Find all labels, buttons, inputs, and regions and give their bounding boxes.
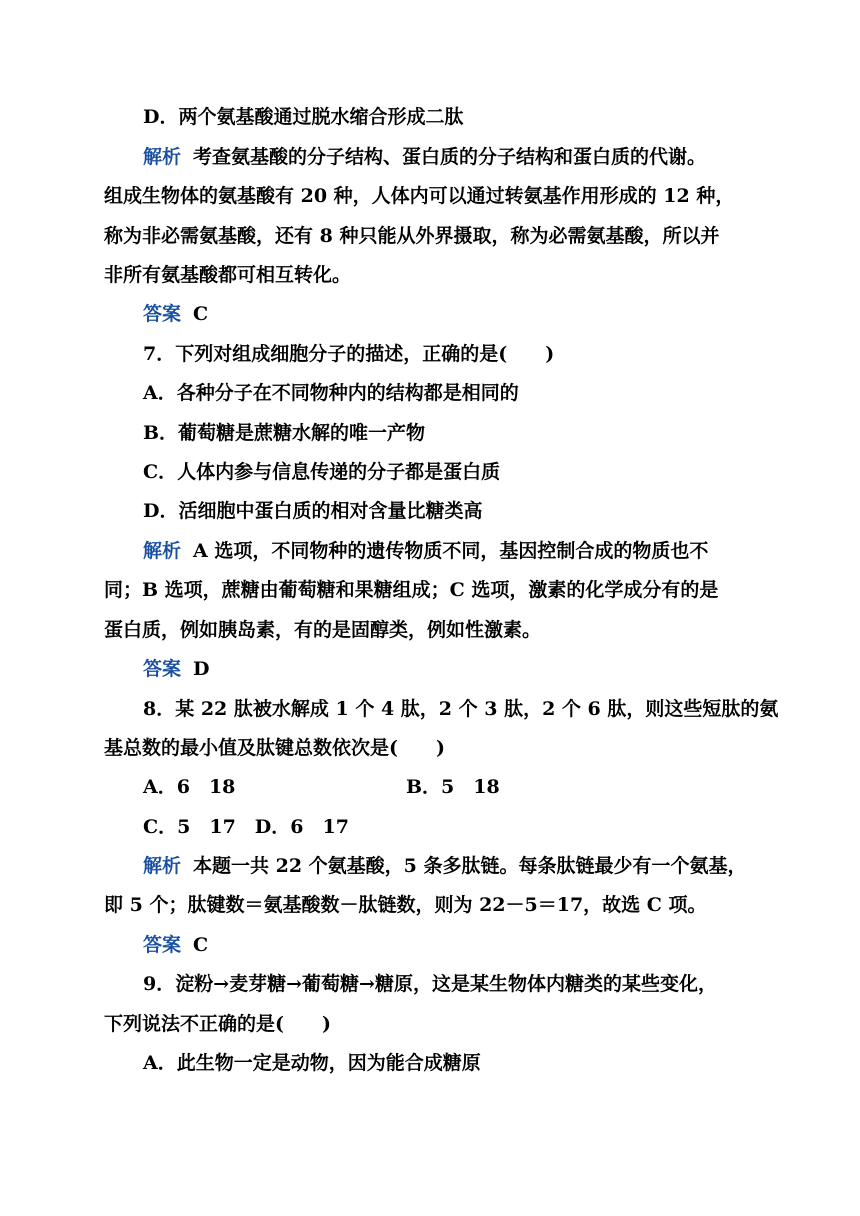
q6-analysis-line-2: 组成生物体的氨基酸有 20 种，人体内可以通过转氨基作用形成的 12 种，: [104, 185, 735, 207]
q6-analysis-line-1: [143, 145, 763, 169]
q6-option-d: D．两个氨基酸通过脱水缩合形成二肽: [143, 106, 464, 128]
q8-stem-line-1: 8．某 22 肽被水解成 1 个 4 肽，2 个 3 肽，2 个 6 肽，则这些短肽的氨: [143, 698, 779, 720]
q6-analysis-line-3: 称为非必需氨基酸，还有 8 种只能从外界摄取，称为必需氨基酸，所以并: [104, 225, 720, 247]
q9-stem-line-2: 下列说法不正确的是( ): [104, 1013, 331, 1035]
q8-stem-line-2: 基总数的最小值及肽键总数依次是( ): [104, 737, 445, 759]
q7-analysis-line-1: [143, 539, 763, 563]
analysis-text: 本题一共 22 个氨基酸，5 条多肽链。每条肽链最少有一个氨基，: [193, 855, 747, 877]
q7-option-a: A．各种分子在不同物种内的结构都是相同的: [143, 382, 519, 404]
q8-options-row-1: [143, 775, 763, 799]
q6-answer: [143, 302, 763, 326]
q7-answer: [143, 657, 763, 681]
q7-stem: 7．下列对组成细胞分子的描述，正确的是( ): [143, 343, 555, 365]
answer-value: C: [193, 303, 209, 325]
analysis-label: 解析: [143, 855, 182, 877]
analysis-label: 解析: [143, 540, 182, 562]
q7-analysis-line-2: 同；B 选项，蔗糖由葡萄糖和果糖组成；C 选项，激素的化学成分有的是: [104, 579, 719, 601]
q7-option-c: C．人体内参与信息传递的分子都是蛋白质: [143, 461, 501, 483]
answer-label: 答案: [143, 658, 182, 680]
q6-analysis-line-4: 非所有氨基酸都可相互转化。: [104, 264, 352, 286]
q9-option-a: A．此生物一定是动物，因为能合成糖原: [143, 1052, 481, 1074]
answer-value: C: [193, 934, 209, 956]
q8-analysis-line-2: 即 5 个；肽键数＝氨基酸数－肽链数，则为 22－5＝17，故选 C 项。: [104, 894, 707, 916]
q9-stem-line-1: 9．淀粉→麦芽糖→葡萄糖→糖原，这是某生物体内糖类的某些变化，: [143, 973, 717, 995]
analysis-label: 解析: [143, 146, 182, 168]
q7-option-b: B．葡萄糖是蔗糖水解的唯一产物: [143, 422, 426, 444]
q7-option-d: D．活细胞中蛋白质的相对含量比糖类高: [143, 500, 483, 522]
answer-label: 答案: [143, 934, 182, 956]
q8-option-a: A．6 18: [143, 776, 236, 798]
answer-value: D: [193, 658, 210, 680]
q8-answer: [143, 933, 763, 957]
analysis-text: 考查氨基酸的分子结构、蛋白质的分子结构和蛋白质的代谢。: [193, 146, 707, 168]
answer-label: 答案: [143, 303, 182, 325]
q7-analysis-line-3: 蛋白质，例如胰岛素，有的是固醇类，例如性激素。: [104, 619, 542, 641]
q8-analysis-line-1: [143, 854, 763, 878]
q8-options-row-2: C．5 17 D．6 17: [143, 816, 349, 838]
q8-option-b: B．5 18: [406, 776, 500, 798]
analysis-text: A 选项，不同物种的遗传物质不同，基因控制合成的物质也不: [193, 540, 709, 562]
